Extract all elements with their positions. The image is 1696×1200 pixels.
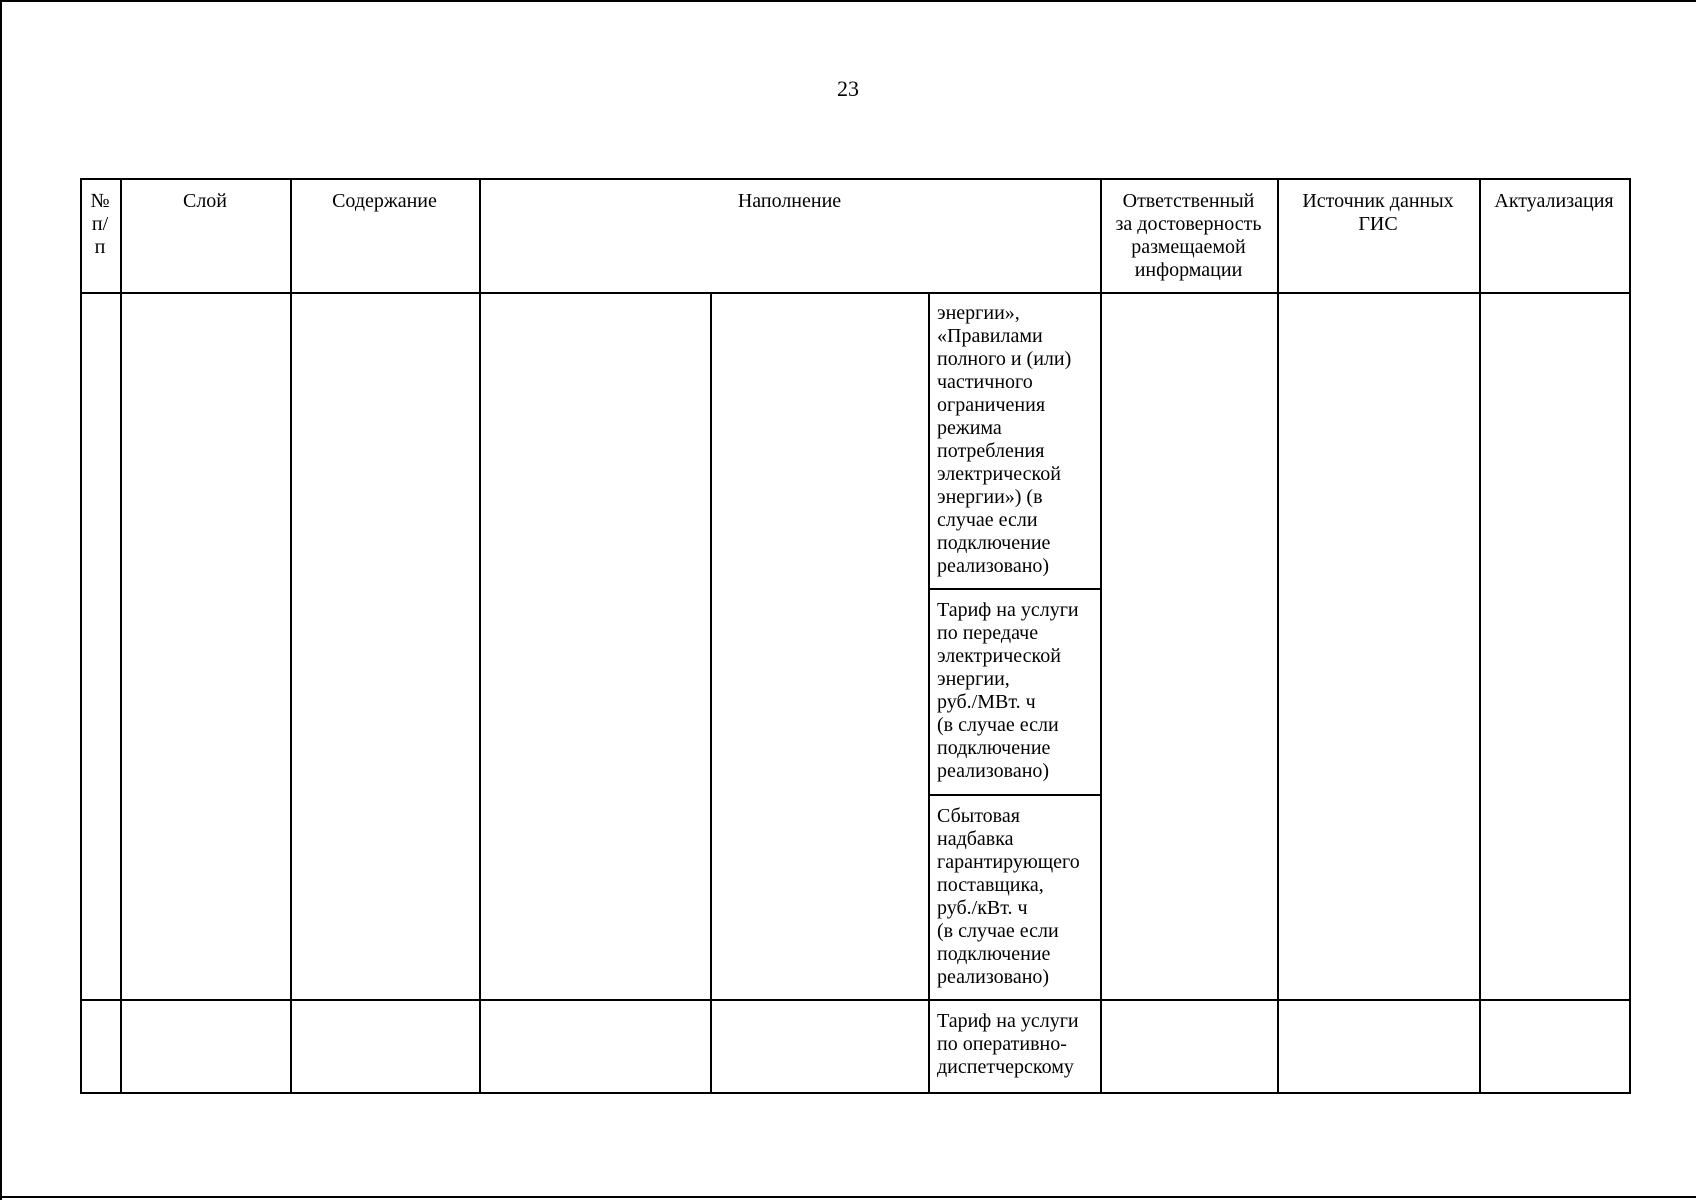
header-bottom-border (80, 292, 1630, 294)
col-border-9 (1629, 178, 1631, 1094)
col-border-3 (479, 178, 481, 1094)
col-border-7 (1277, 178, 1279, 1094)
header-source: Источник данных ГИС (1302, 190, 1454, 235)
document-table (80, 178, 1630, 1096)
col-border-0 (80, 178, 82, 1094)
header-num: № п/ п (90, 190, 110, 258)
row-divider-1 (928, 588, 1100, 590)
header-update: Актуализация (1494, 190, 1614, 212)
col-border-5 (928, 292, 930, 1094)
page-number: 23 (837, 76, 859, 101)
col-border-8 (1479, 178, 1481, 1094)
table-top-border (80, 178, 1630, 180)
header-content: Содержание (332, 190, 437, 212)
page-border-left (0, 0, 2, 1200)
fill-cell-1: энергии», «Правилами полного и (или) частичного ограничения режима потребления электрической энергии») (в случае если подключение реализовано) (937, 302, 1072, 577)
header-layer: Слой (182, 190, 228, 212)
col-border-2 (290, 178, 292, 1094)
col-border-6 (1100, 178, 1102, 1094)
fill-cell-4: Тариф на услуги по оперативно- диспетчерскому (937, 1010, 1079, 1078)
fill-cell-2: Тариф на услуги по передаче электрической энергии, руб./МВт. ч (в случае если подключение реализовано) (937, 599, 1079, 782)
header-responsible: Ответственный за достоверность размещаемой информации (1115, 190, 1262, 281)
col-border-1 (120, 178, 122, 1094)
header-fill: Наполнение (737, 190, 842, 212)
row-divider-2 (928, 794, 1100, 796)
table-bottom-border (80, 1092, 1630, 1094)
row-divider-3 (80, 999, 1630, 1001)
page-border-top (0, 0, 1696, 2)
page-border-bottom (0, 1196, 1696, 1198)
fill-cell-3: Сбытовая надбавка гарантирующего поставщика, руб./кВт. ч (в случае если подключение реализовано) (937, 805, 1080, 988)
col-border-4 (710, 292, 712, 1094)
